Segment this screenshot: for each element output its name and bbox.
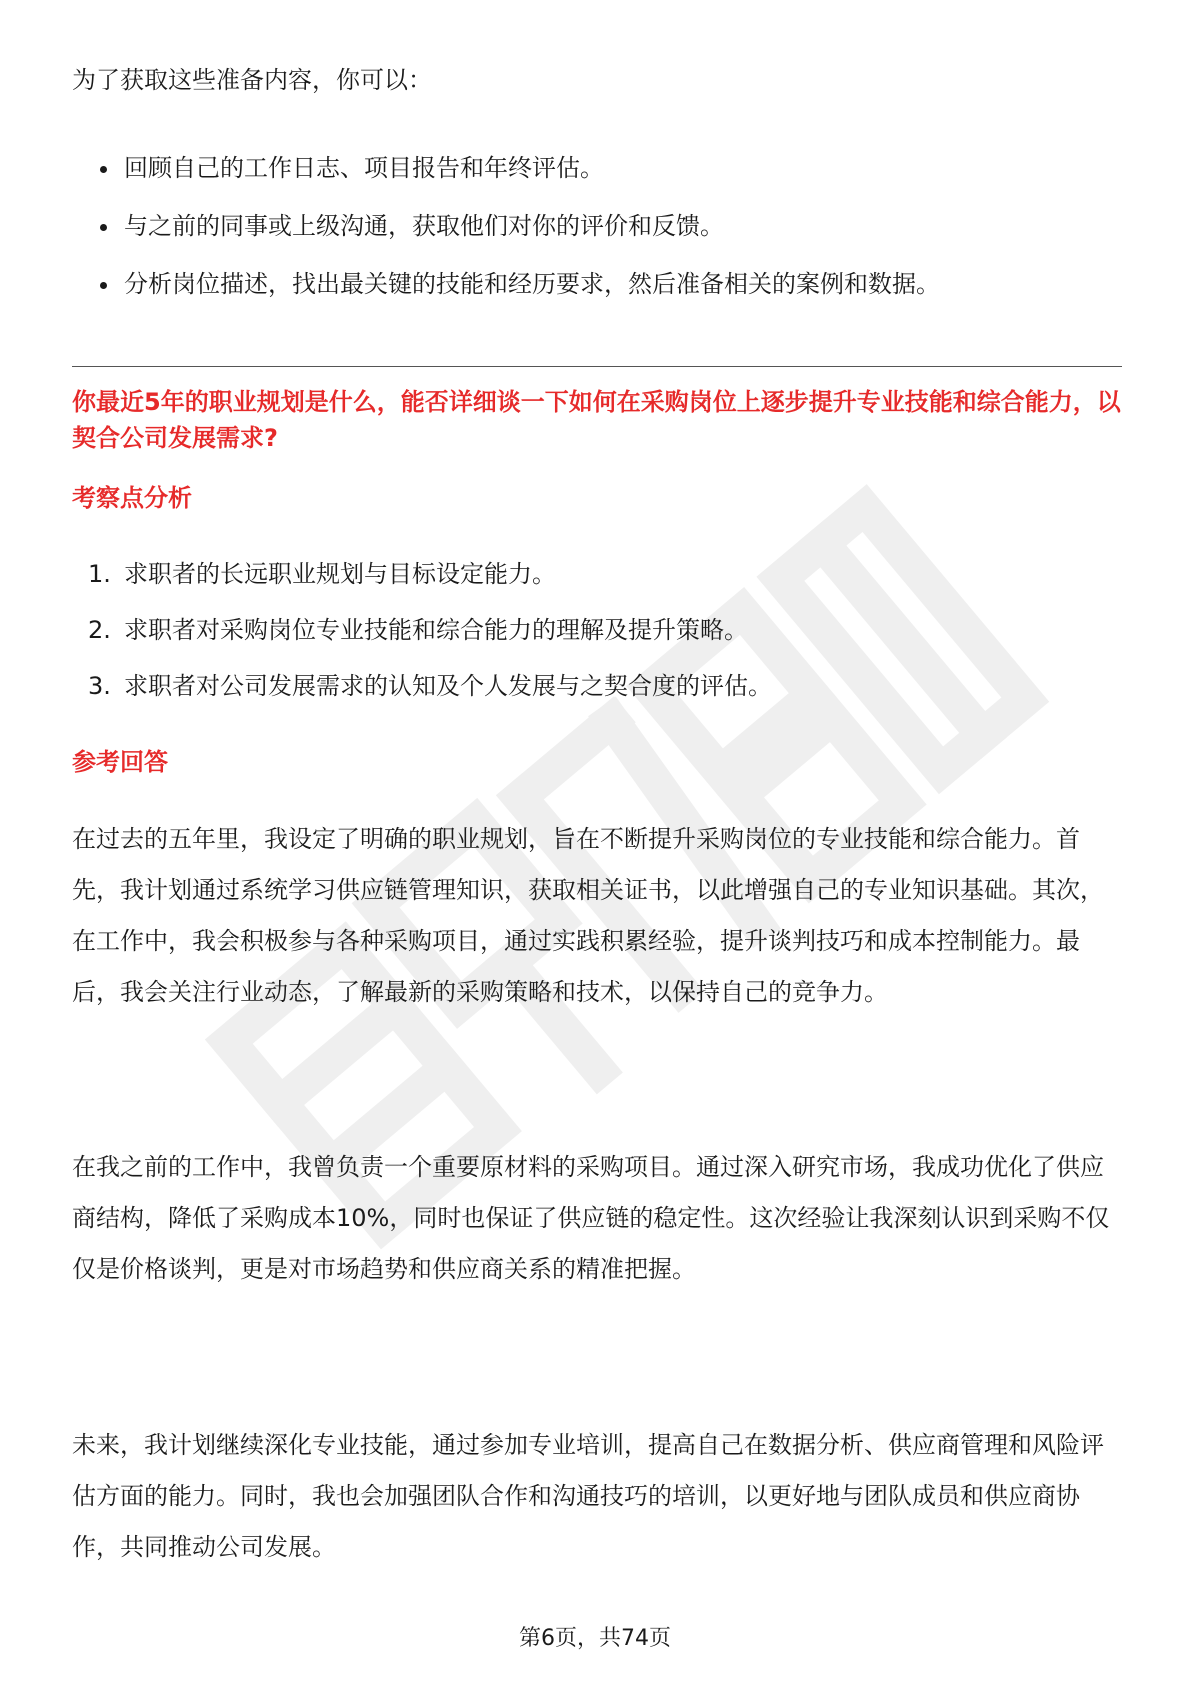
item-number: 3. [88,672,111,700]
analysis-list [72,556,772,724]
bullet-dot-icon [100,224,107,231]
bullet-text: 分析岗位描述，找出最关键的技能和经历要求，然后准备相关的案例和数据。 [124,270,940,298]
item-number: 2. [88,616,111,644]
page-footer: 第6页，共74页 [519,1626,671,1651]
bullet-item [72,208,940,266]
bullet-text: 与之前的同事或上级沟通，获取他们对你的评价和反馈。 [124,212,724,240]
item-text: 求职者对采购岗位专业技能和综合能力的理解及提升策略。 [124,616,748,644]
bullet-item [72,266,940,324]
bullet-text: 回顾自己的工作日志、项目报告和年终评估。 [124,154,604,182]
prep-bullet-list [72,150,940,324]
answer-paragraph: 未来，我计划继续深化专业技能，通过参加专业培训，提高自己在数据分析、供应商管理和风险评估方面的能力。同时，我也会加强团队合作和沟通技巧的培训，以更好地与团队成员和供应商协作，共同推动公司发展。 [72,1431,1104,1561]
answer-paragraph: 在过去的五年里，我设定了明确的职业规划，旨在不断提升采购岗位的专业技能和综合能力。首先，我计划通过系统学习供应链管理知识，获取相关证书，以此增强自己的专业知识基础。其次，在工作中，我会积极参与各种采购项目，通过实践积累经验，提升谈判技巧和成本控制能力。最后，我会关注行业动态，了解最新的采购策略和技术，以保持自己的竞争力。 [72,825,1104,1006]
answer-paragraph: 在我之前的工作中，我曾负责一个重要原材料的采购项目。通过深入研究市场，我成功优化了供应商结构，降低了采购成本10%，同时也保证了供应链的稳定性。这次经验让我深刻认识到采购不仅仅是价格谈判，更是对市场趋势和供应商关系的精准把握。 [72,1153,1110,1283]
item-text: 求职者的长远职业规划与目标设定能力。 [124,560,556,588]
answer-title: 参考回答 [72,748,168,776]
interview-question: 你最近5年的职业规划是什么，能否详细谈一下如何在采购岗位上逐步提升专业技能和综合能力，以契合公司发展需求? [72,388,1121,452]
analysis-item [72,556,772,612]
bullet-dot-icon [100,166,107,173]
analysis-title: 考察点分析 [72,484,192,512]
analysis-item [72,612,772,668]
bullet-dot-icon [100,282,107,289]
item-number: 1. [88,560,111,588]
bullet-item [72,150,940,208]
item-text: 求职者对公司发展需求的认知及个人发展与之契合度的评估。 [124,672,772,700]
section-divider [72,366,1122,367]
analysis-item [72,668,772,724]
intro-text: 为了获取这些准备内容，你可以： [72,66,432,94]
